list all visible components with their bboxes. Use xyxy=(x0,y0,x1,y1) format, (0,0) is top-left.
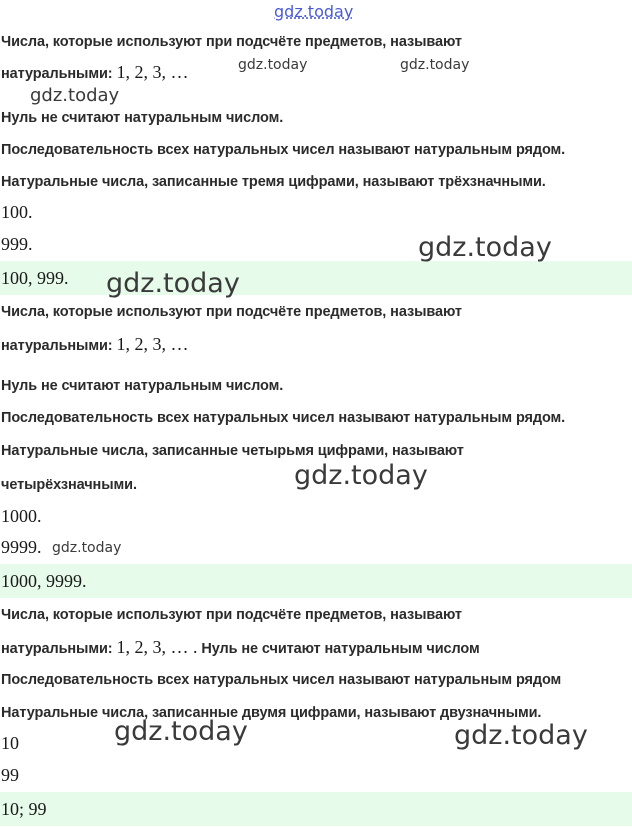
watermark-small-2: gdz.today xyxy=(400,57,470,73)
s2-digits-rule-cont: четырёхзначными. xyxy=(1,477,137,493)
watermark-small-3: gdz.today xyxy=(30,85,120,106)
s2-zero-note: Нуль не считают натуральным числом. xyxy=(1,378,284,394)
s1-digits-rule: Натуральные числа, записанные тремя цифрами, называют трёхзначными. xyxy=(1,174,546,190)
s3-answer: 10; 99 xyxy=(0,792,632,826)
s1-natural-row: Последовательность всех натуральных чисел называют натуральным рядом. xyxy=(1,142,566,158)
s2-definition-line-2 xyxy=(0,334,632,355)
s3-definition-line-2 xyxy=(0,637,632,658)
s2-natural-row: Последовательность всех натуральных чисел называют натуральным рядом. xyxy=(1,410,566,426)
s2-definition-line-1: Числа, которые используют при подсчёте предметов, называют xyxy=(1,304,462,320)
s2-natural-examples: 1, 2, 3, … xyxy=(116,334,189,354)
watermark-large-2: gdz.today xyxy=(106,268,240,299)
s1-definition-line-2 xyxy=(0,62,632,83)
s1-max-value: 999. xyxy=(1,234,33,254)
watermark-large-1: gdz.today xyxy=(418,232,552,263)
watermark-top: gdz.today xyxy=(274,2,354,21)
s3-zero-note: Нуль не считают натуральным числом xyxy=(197,641,480,657)
s3-natural-examples: 1, 2, 3, … . xyxy=(116,637,198,657)
watermark-small-1: gdz.today xyxy=(238,57,308,73)
s1-definition-line-1: Числа, которые используют при подсчёте предметов, называют xyxy=(1,34,462,50)
s2-max-value: 9999. xyxy=(1,537,42,557)
s3-natural-label: натуральными: xyxy=(1,641,117,657)
s1-natural-label: натуральными: xyxy=(1,66,117,82)
s2-digits-rule: Натуральные числа, записанные четырьмя цифрами, называют xyxy=(1,443,464,459)
watermark-large-4: gdz.today xyxy=(114,716,248,747)
s1-natural-examples: 1, 2, 3, … xyxy=(116,62,189,82)
watermark-small-4: gdz.today xyxy=(52,540,122,556)
s3-min-value: 10 xyxy=(1,733,19,753)
watermark-large-3: gdz.today xyxy=(294,460,428,491)
s1-answer: 100, 999. xyxy=(0,261,632,295)
s2-answer: 1000, 9999. xyxy=(0,564,632,598)
s3-max-value: 99 xyxy=(1,765,19,785)
s2-natural-label: натуральными: xyxy=(1,338,117,354)
s2-min-value: 1000. xyxy=(1,506,42,526)
s1-min-value: 100. xyxy=(1,202,33,222)
s3-definition-line-1: Числа, которые используют при подсчёте предметов, называют xyxy=(1,607,462,623)
s3-natural-row: Последовательность всех натуральных чисел называют натуральным рядом xyxy=(1,672,562,688)
s1-zero-note: Нуль не считают натуральным числом. xyxy=(1,110,284,126)
s3-digits-rule: Натуральные числа, записанные двумя цифрами, называют двузначными. xyxy=(1,705,542,721)
watermark-large-5: gdz.today xyxy=(454,720,588,751)
